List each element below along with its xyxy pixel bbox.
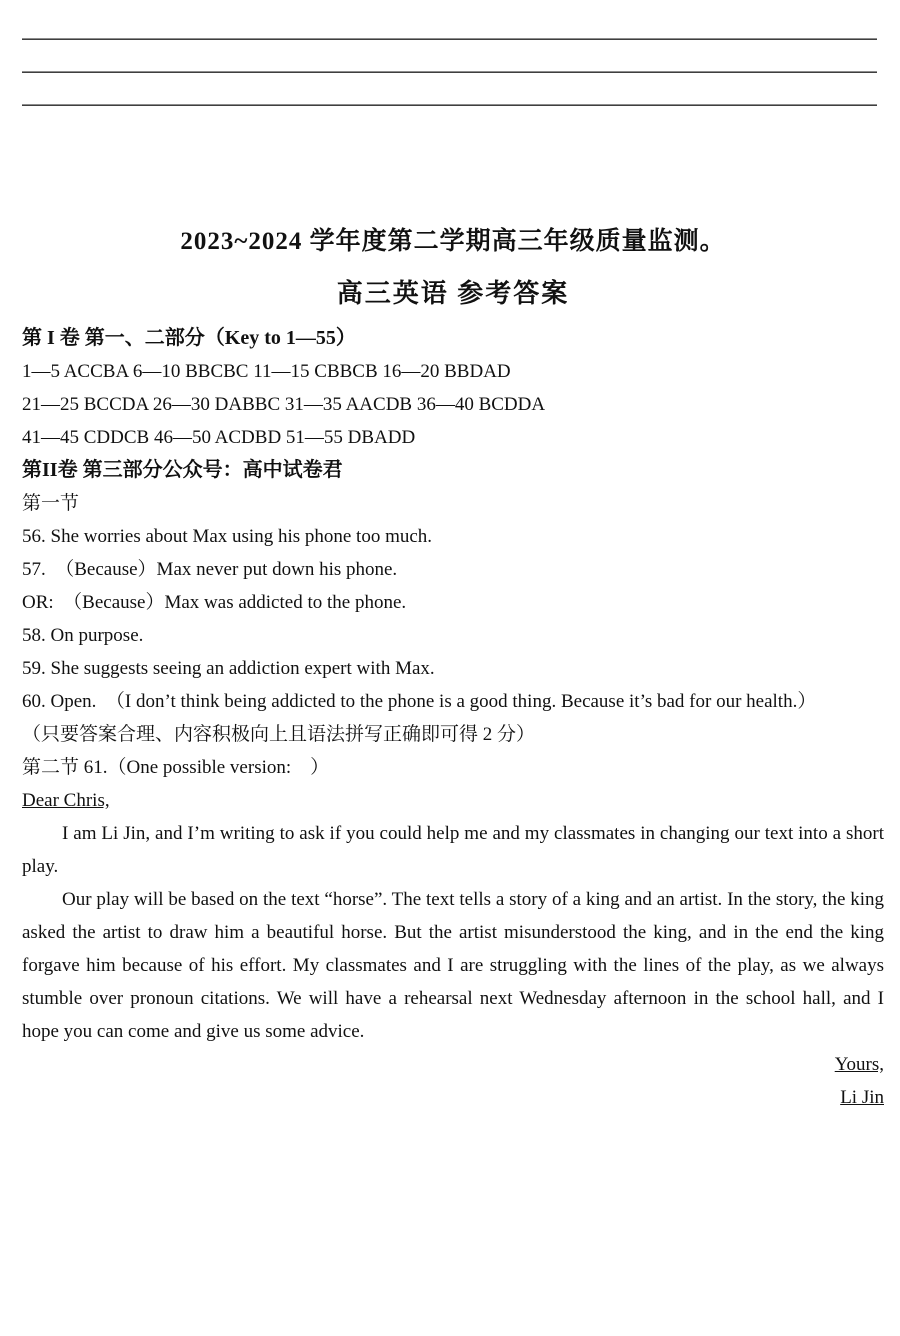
- answer-key-row-1: 1—5 ACCBA 6—10 BBCBC 11—15 CBBCB 16—20 BBDAD: [22, 361, 511, 382]
- section1-label: 第一节: [22, 493, 80, 514]
- document-content: [22, 0, 884, 1114]
- page-subtitle: 高三英语 参考答案: [336, 279, 570, 308]
- letter-paragraph-1: I am Li Jin, and I’m writing to ask if you could help me and my classmates in changing our text into a short play.: [22, 823, 884, 877]
- letter-signature: [22, 1081, 884, 1114]
- answer-line-59: 59. She suggests seeing an addiction expert with Max.: [22, 658, 435, 679]
- letter-salutation-text: Dear Chris,: [22, 790, 110, 811]
- answer-line-57-or: OR: （Because）Max was addicted to the phone.: [22, 592, 407, 613]
- answer-line-56: 56. She worries about Max using his phone too much.: [22, 526, 433, 547]
- part2-heading: 第II卷 第三部分公众号：高中试卷君: [22, 459, 343, 481]
- document-body: [22, 322, 884, 1114]
- answer-line-60: 60. Open. （I don’t think being addicted to the phone is a good thing. Because it’s bad for our health.）: [22, 691, 817, 712]
- answer-key-row-2: 21—25 BCCDA 26—30 DABBC 31—35 AACDB 36—40 BCDDA: [22, 394, 546, 415]
- part1-heading: 第 I 卷 第一、二部分（Key to 1—55）: [22, 327, 356, 349]
- letter-signature-text: Li Jin: [840, 1087, 884, 1108]
- answer-key-row-3: 41—45 CDDCB 46—50 ACDBD 51—55 DBADD: [22, 427, 416, 448]
- letter-paragraph-2: Our play will be based on the text “horse”. The text tells a story of a king and an artist. In the story, the king asked the artist to draw him a beautiful horse. But the artist misunderstood the king, and in the end the king forgave him because of his effort. My classmates and I are struggling with the lines of the play, as we always stumble over pronoun citations. We will have a rehearsal next Wednesday afternoon in the school hall, and I hope you can come and give us some advice.: [22, 889, 884, 1042]
- grading-note: （只要答案合理、内容积极向上且语法拼写正确即可得 2 分）: [22, 724, 536, 745]
- answer-line-57: 57. （Because）Max never put down his phone.: [22, 559, 398, 580]
- page-title: 2023~2024 学年度第二学期高三年级质量监测。: [180, 228, 726, 255]
- section2-label: 第二节 61.（One possible version: ）: [22, 757, 330, 778]
- letter-closing: [22, 1048, 884, 1081]
- letter-closing-text: Yours,: [834, 1054, 884, 1075]
- answer-line-58: 58. On purpose.: [22, 625, 144, 646]
- letter-salutation: [22, 784, 884, 817]
